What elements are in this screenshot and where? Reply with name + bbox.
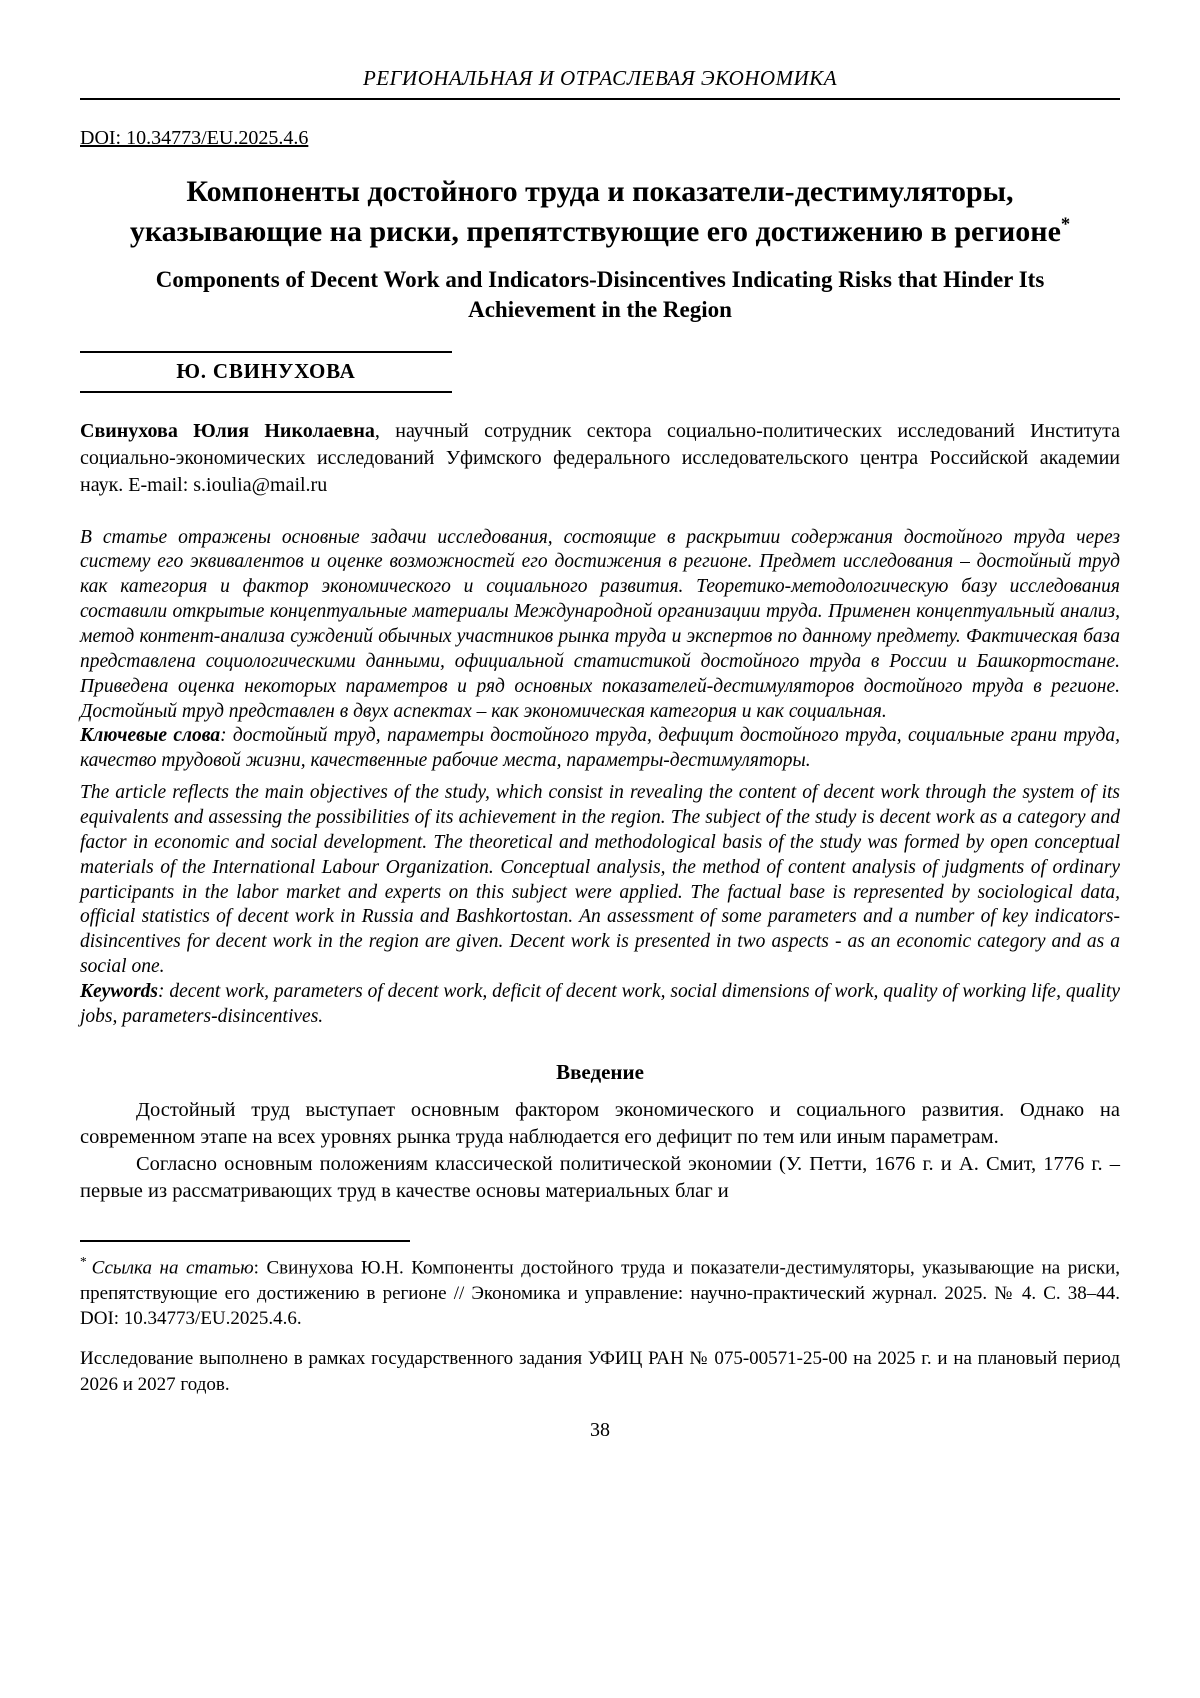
author-bio <box>80 418 1120 500</box>
keywords-ru-text: : достойный труд, параметры достойного труда, дефицит достойного труда, социальные грани труда, качество трудовой жизни, качественные рабочие места, параметры-дестимуляторы. <box>80 725 1120 772</box>
article-title-ru-text: Компоненты достойного труда и показатели-дестимуляторы, указывающие на риски, препятствующие его достижению в регионе <box>129 175 1061 248</box>
keywords-ru <box>80 724 1120 774</box>
article-title-ru <box>90 172 1110 251</box>
keywords-en <box>80 980 1120 1030</box>
body-paragraph: Согласно основным положениям классической политической экономии (У. Петти, 1676 г. и А. Смит, 1776 г. – первые из рассматривающих труд в качестве основы материальных благ и <box>80 1153 1120 1203</box>
keywords-en-text: : decent work, parameters of decent work, deficit of decent work, social dimensions of work, quality of working life, quality jobs, parameters-disincentives. <box>80 981 1120 1027</box>
doi: DOI: 10.34773/EU.2025.4.6 <box>80 127 309 149</box>
author-bio-details: , научный сотрудник сектора социально-политических исследований Института социально-экономических исследований Уфимского федерального исследовательского центра Российской академии наук. E-mail: s.ioulia@mail.ru <box>80 419 1120 497</box>
footnote-asterisk: * <box>80 1253 87 1269</box>
author-name: Ю. СВИНУХОВА <box>176 358 356 383</box>
article-title-en: Components of Decent Work and Indicators-Disincentives Indicating Risks that Hinder Its Achievement in the Region <box>155 267 1045 323</box>
author-bio-name: Свинухова Юлия Николаевна <box>80 419 375 442</box>
footnote-citation-label: Ссылка на статью <box>91 1257 254 1279</box>
header-rule <box>80 98 1120 100</box>
body-paragraph: Достойный труд выступает основным фактором экономического и социального развития. Однако на современном этапе на всех уровнях рынка труда наблюдается его дефицит по тем или иным параметрам. <box>80 1098 1120 1148</box>
footnote-funding: Исследование выполнено в рамках государственного задания УФИЦ РАН № 075-00571-25-00 на 2025 г. и на плановый период 2026 и 2027 годов. <box>80 1348 1120 1395</box>
footnote-citation-text: : Свинухова Ю.Н. Компоненты достойного труда и показатели-дестимуляторы, указывающие на риски, препятствующие его достижению в регионе // Экономика и управление: научно-практический журнал. 2025. № 4. С. 38–44. DOI: 10.34773/EU.2025.4.6. <box>80 1257 1120 1329</box>
keywords-ru-label: Ключевые слова <box>80 725 221 747</box>
running-head: РЕГИОНАЛЬНАЯ И ОТРАСЛЕВАЯ ЭКОНОМИКА <box>362 66 838 90</box>
abstract-en: The article reflects the main objectives of the study, which consist in revealing the content of decent work through the system of its equivalents and assessing the possibilities of its achievement in the region. The subject of the study is decent work as a category and factor in economic and social development. The theoretical and methodological basis of the study was formed by open conceptual materials of the International Labour Organization. Conceptual analysis, the method of content analysis of judgments of ordinary participants in the labor market and experts on this subject were applied. The factual base is represented by sociological data, official statistics of decent work in Russia and Bashkortostan. An assessment of some parameters and a number of key indicators-disincentives for decent work in the region are given. Decent work is presented in two aspects - as an economic category and as a social one. <box>80 782 1120 978</box>
keywords-en-label: Keywords <box>80 981 158 1002</box>
footnote-rule <box>80 1240 410 1242</box>
abstract-ru: В статье отражены основные задачи исследования, состоящие в раскрытии содержания достойного труда через систему его эквивалентов и оценке возможностей его достижения в регионе. Предмет исследования – достойный труд как категория и фактор экономического и социального развития. Теоретико-методологическую базу исследования составили открытые концептуальные материалы Международной организации труда. Применен концептуальный анализ, метод контент-анализа суждений обычных участников рынка труда и экспертов по данному предмету. Фактическая база представлена социологическими данными, официальной статистикой достойного труда в России и Башкортостане. Приведена оценка некоторых параметров и ряд основных показателей-дестимуляторов достойного труда в регионе. Достойный труд представлен в двух аспектах – как экономическая категория и как социальная. <box>80 526 1120 722</box>
author-name-box <box>80 351 452 393</box>
footnote-citation <box>80 1253 1120 1332</box>
page-number: 38 <box>590 1419 610 1442</box>
title-footnote-mark: * <box>1060 213 1071 235</box>
section-heading-introduction: Введение <box>556 1059 644 1084</box>
